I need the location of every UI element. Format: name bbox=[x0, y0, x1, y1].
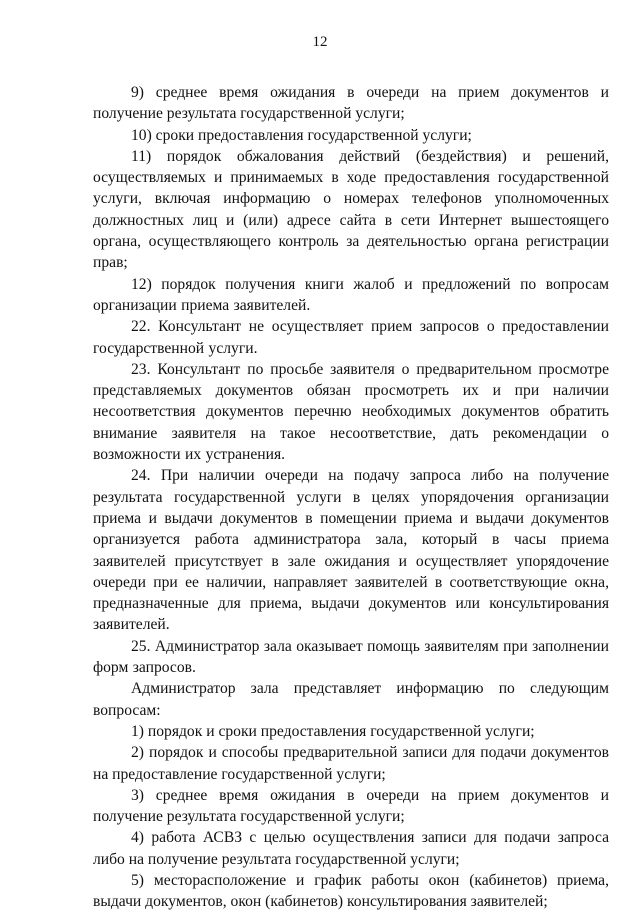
paragraph-25: 25. Администратор зала оказывает помощь заявителям при заполнении форм запросов. bbox=[93, 637, 609, 677]
paragraph-admin-item-3: 3) среднее время ожидания в очереди на прием документов и получение результата государственной услуги; bbox=[93, 786, 609, 826]
paragraph-admin-item-1: 1) порядок и сроки предоставления государственной услуги; bbox=[131, 722, 535, 740]
document-body bbox=[93, 82, 609, 913]
paragraph-24: 24. При наличии очереди на подачу запроса либо на получение результата государственной услуги в целях упорядочения организации приема и выдачи документов в помещении приема и выдачи документов организуется работа администратора зала, который в часы приема заявителей присутствует в зале ожидания и осуществляет упорядочение очереди при ее наличии, направляет заявителей в соответствующие окна, предназначенные для приема, выдачи документов или консультирования заявителей. bbox=[93, 467, 609, 634]
paragraph-item-11: 11) порядок обжалования действий (бездействия) и решений, осуществляемых и принимаемых в ходе предоставления государственной услуги, включая информацию о номерах телефонов уполномоченных должностных лиц и (или) адресе сайта в сети Интернет вышестоящего органа, осуществляющего контроль за деятельностью органа регистрации прав; bbox=[93, 147, 609, 272]
paragraph-item-12: 12) порядок получения книги жалоб и предложений по вопросам организации приема заявителей. bbox=[93, 275, 609, 314]
paragraph-admin-item-2: 2) порядок и способы предварительной записи для подачи документов на предоставление государственной услуги; bbox=[93, 744, 609, 783]
paragraph-item-9: 9) среднее время ожидания в очереди на прием документов и получение результата государственной услуги; bbox=[93, 84, 609, 123]
page-number: 12 bbox=[312, 34, 328, 50]
paragraph-22: 22. Консультант не осуществляет прием запросов о предоставлении государственной услуги. bbox=[93, 318, 609, 357]
paragraph-admin-item-4: 4) работа АСВЗ с целью осуществления записи для подачи запроса либо на получение результата государственной услуги; bbox=[93, 829, 609, 868]
paragraph-item-10: 10) сроки предоставления государственной услуги; bbox=[131, 126, 472, 144]
paragraph-admin-item-5: 5) месторасположение и график работы окон (кабинетов) приема, выдачи документов, окон (кабинетов) консультирования заявителей; bbox=[93, 871, 609, 911]
paragraph-23: 23. Консультант по просьбе заявителя о предварительном просмотре представляемых документов обязан просмотреть их и при наличии несоответствия документов перечню необходимых документов обратить внимание заявителя на такое несоответствие, дать рекомендации о возможности их устранения. bbox=[93, 360, 609, 464]
paragraph-admin-intro: Администратор зала представляет информацию по следующим вопросам: bbox=[93, 680, 609, 719]
